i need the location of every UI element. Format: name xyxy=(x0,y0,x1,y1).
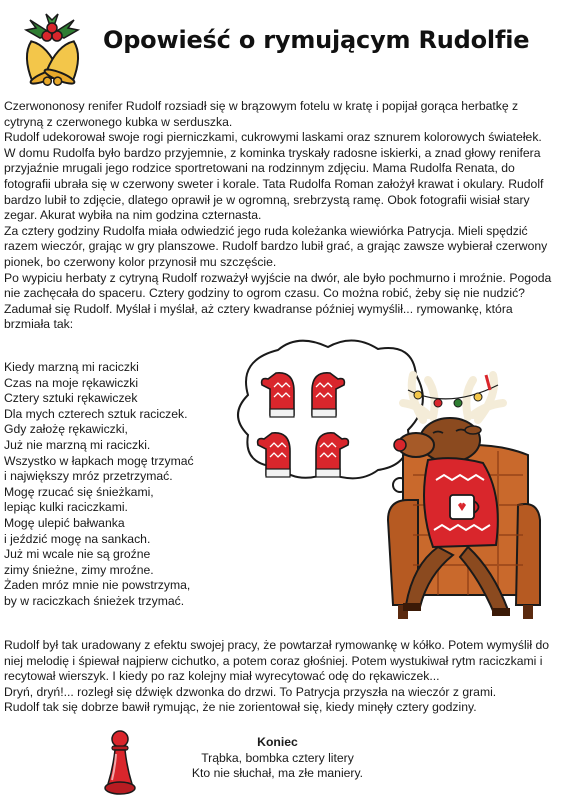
chess-pawn-icon xyxy=(103,728,137,798)
story-paragraph: Czerwononosy renifer Rudolf rozsiadł się w brązowym fotelu w kratę i popijał gorąca herbatkę z cytryną z czerwonego kubka w serduszka. xyxy=(4,99,519,129)
reindeer-illustration xyxy=(228,335,558,625)
rhyme-poem xyxy=(4,360,244,610)
story-intro xyxy=(4,99,556,333)
poem-line: zimy śnieżne, zimy mroźne. xyxy=(4,562,154,577)
poem-line: lepiąc kulki raciczkami. xyxy=(4,500,128,515)
story-ending xyxy=(4,638,556,716)
poem-line: Już mi wcale nie są groźne xyxy=(4,547,151,562)
poem-line: by w raciczkach śnieżek trzymać. xyxy=(4,593,185,608)
poem-line: Czas na moje rękawiczki xyxy=(4,375,139,390)
footer-rhyme-line: Trąbka, bombka cztery litery xyxy=(201,750,354,765)
story-paragraph: Dryń, dryń!... rozległ się dźwięk dzwonka do drzwi. To Patrycja przyszła na wieczór z grami. xyxy=(4,684,497,699)
story-paragraph: Rudolf był tak uradowany z efektu swojej pracy, że powtarzał rymowankę w kółko. Potem wymyślił do niej melodię i śpiewał najpierw cichutko, a potem coraz głośniej. Potem wystukiwał rytm raciczkami i recytował wierszyk. I kiedy po raz kolejny miał wyrecytować odę do rękawiczek... xyxy=(4,638,550,684)
poem-line: Cztery sztuki rękawiczek xyxy=(4,391,138,406)
poem-line: Wszystko w łapkach mogę trzymać xyxy=(4,453,194,468)
poem-line: Mogę rzucać się śnieżkami, xyxy=(4,484,154,499)
footer-rhyme-line: Kto nie słuchał, ma złe maniery. xyxy=(191,766,364,781)
poem-line: i jeździć mogę na sankach. xyxy=(4,531,151,546)
poem-line: Dla mych czterech sztuk raciczek. xyxy=(4,406,188,421)
page-header xyxy=(0,0,561,95)
page-title: Opowieść o rymującym Rudolfie xyxy=(103,26,530,54)
thought-bubble xyxy=(238,340,423,504)
story-paragraph: Za cztery godziny Rudolfa miała odwiedzić jego ruda koleżanka wiewiórka Patrycja. Mieli spędzić razem wieczór, grając w gry planszowe. Rudolf bardzo lubił grać, a grając zawsze wybierał czerwony pionek, bo czerwony kolor przynosił mu szczęście. xyxy=(4,223,548,269)
page-footer xyxy=(150,735,405,782)
story-paragraph: Rudolf tak się dobrze bawił rymując, że nie zorientował się, kiedy minęły cztery godziny. xyxy=(4,700,477,715)
poem-line: Kiedy marzną mi raciczki xyxy=(4,360,139,374)
christmas-bells-icon xyxy=(10,8,95,90)
poem-line: i największy mróz przetrzymać. xyxy=(4,469,173,484)
poem-line: Mogę ulepić bałwanka xyxy=(4,515,125,530)
poem-line: Gdy założę rękawiczki, xyxy=(4,422,128,437)
story-paragraph: Po wypiciu herbaty z cytryną Rudolf rozważył wyjście na dwór, ale było pochmurno i mroźnie. Pogoda nie zachęcała do spaceru. Cztery godziny to ogrom czasu. Co można robić, żeby się nie nudzić? Zadumał się Rudolf. Myślał i myślał, aż cztery kwadranse później wymyślił... rymowankę, która brzmiała tak: xyxy=(4,270,552,332)
poem-line: Już nie marzną mi raciczki. xyxy=(4,437,151,452)
end-label: Koniec xyxy=(257,735,298,749)
story-paragraph: Rudolf udekorował swoje rogi pierniczkami, cukrowymi laskami oraz sznurem kolorowych światełek. W domu Rudolfa było bardzo przyjemnie, z kominka tryskały radosne iskierki, a znad głowy renifera przyjaźnie mrugali jego rodzice sportretowani na rodzinnym zdjęciu. Mama Rudolfa Renata, do fotografii ubrała się w czerwony sweter i korale. Tata Rudolfa Roman założył krawat i okulary. Rudolf bardzo lubił to zdjęcie, dlatego oprawił je w ogromną, srebrzystą ramę. Obok fotografii wisiał stary zegar. Akurat wybiła na nim godzina czternasta. xyxy=(4,130,544,223)
poem-line: Żaden mróz mnie nie powstrzyma, xyxy=(4,578,191,593)
